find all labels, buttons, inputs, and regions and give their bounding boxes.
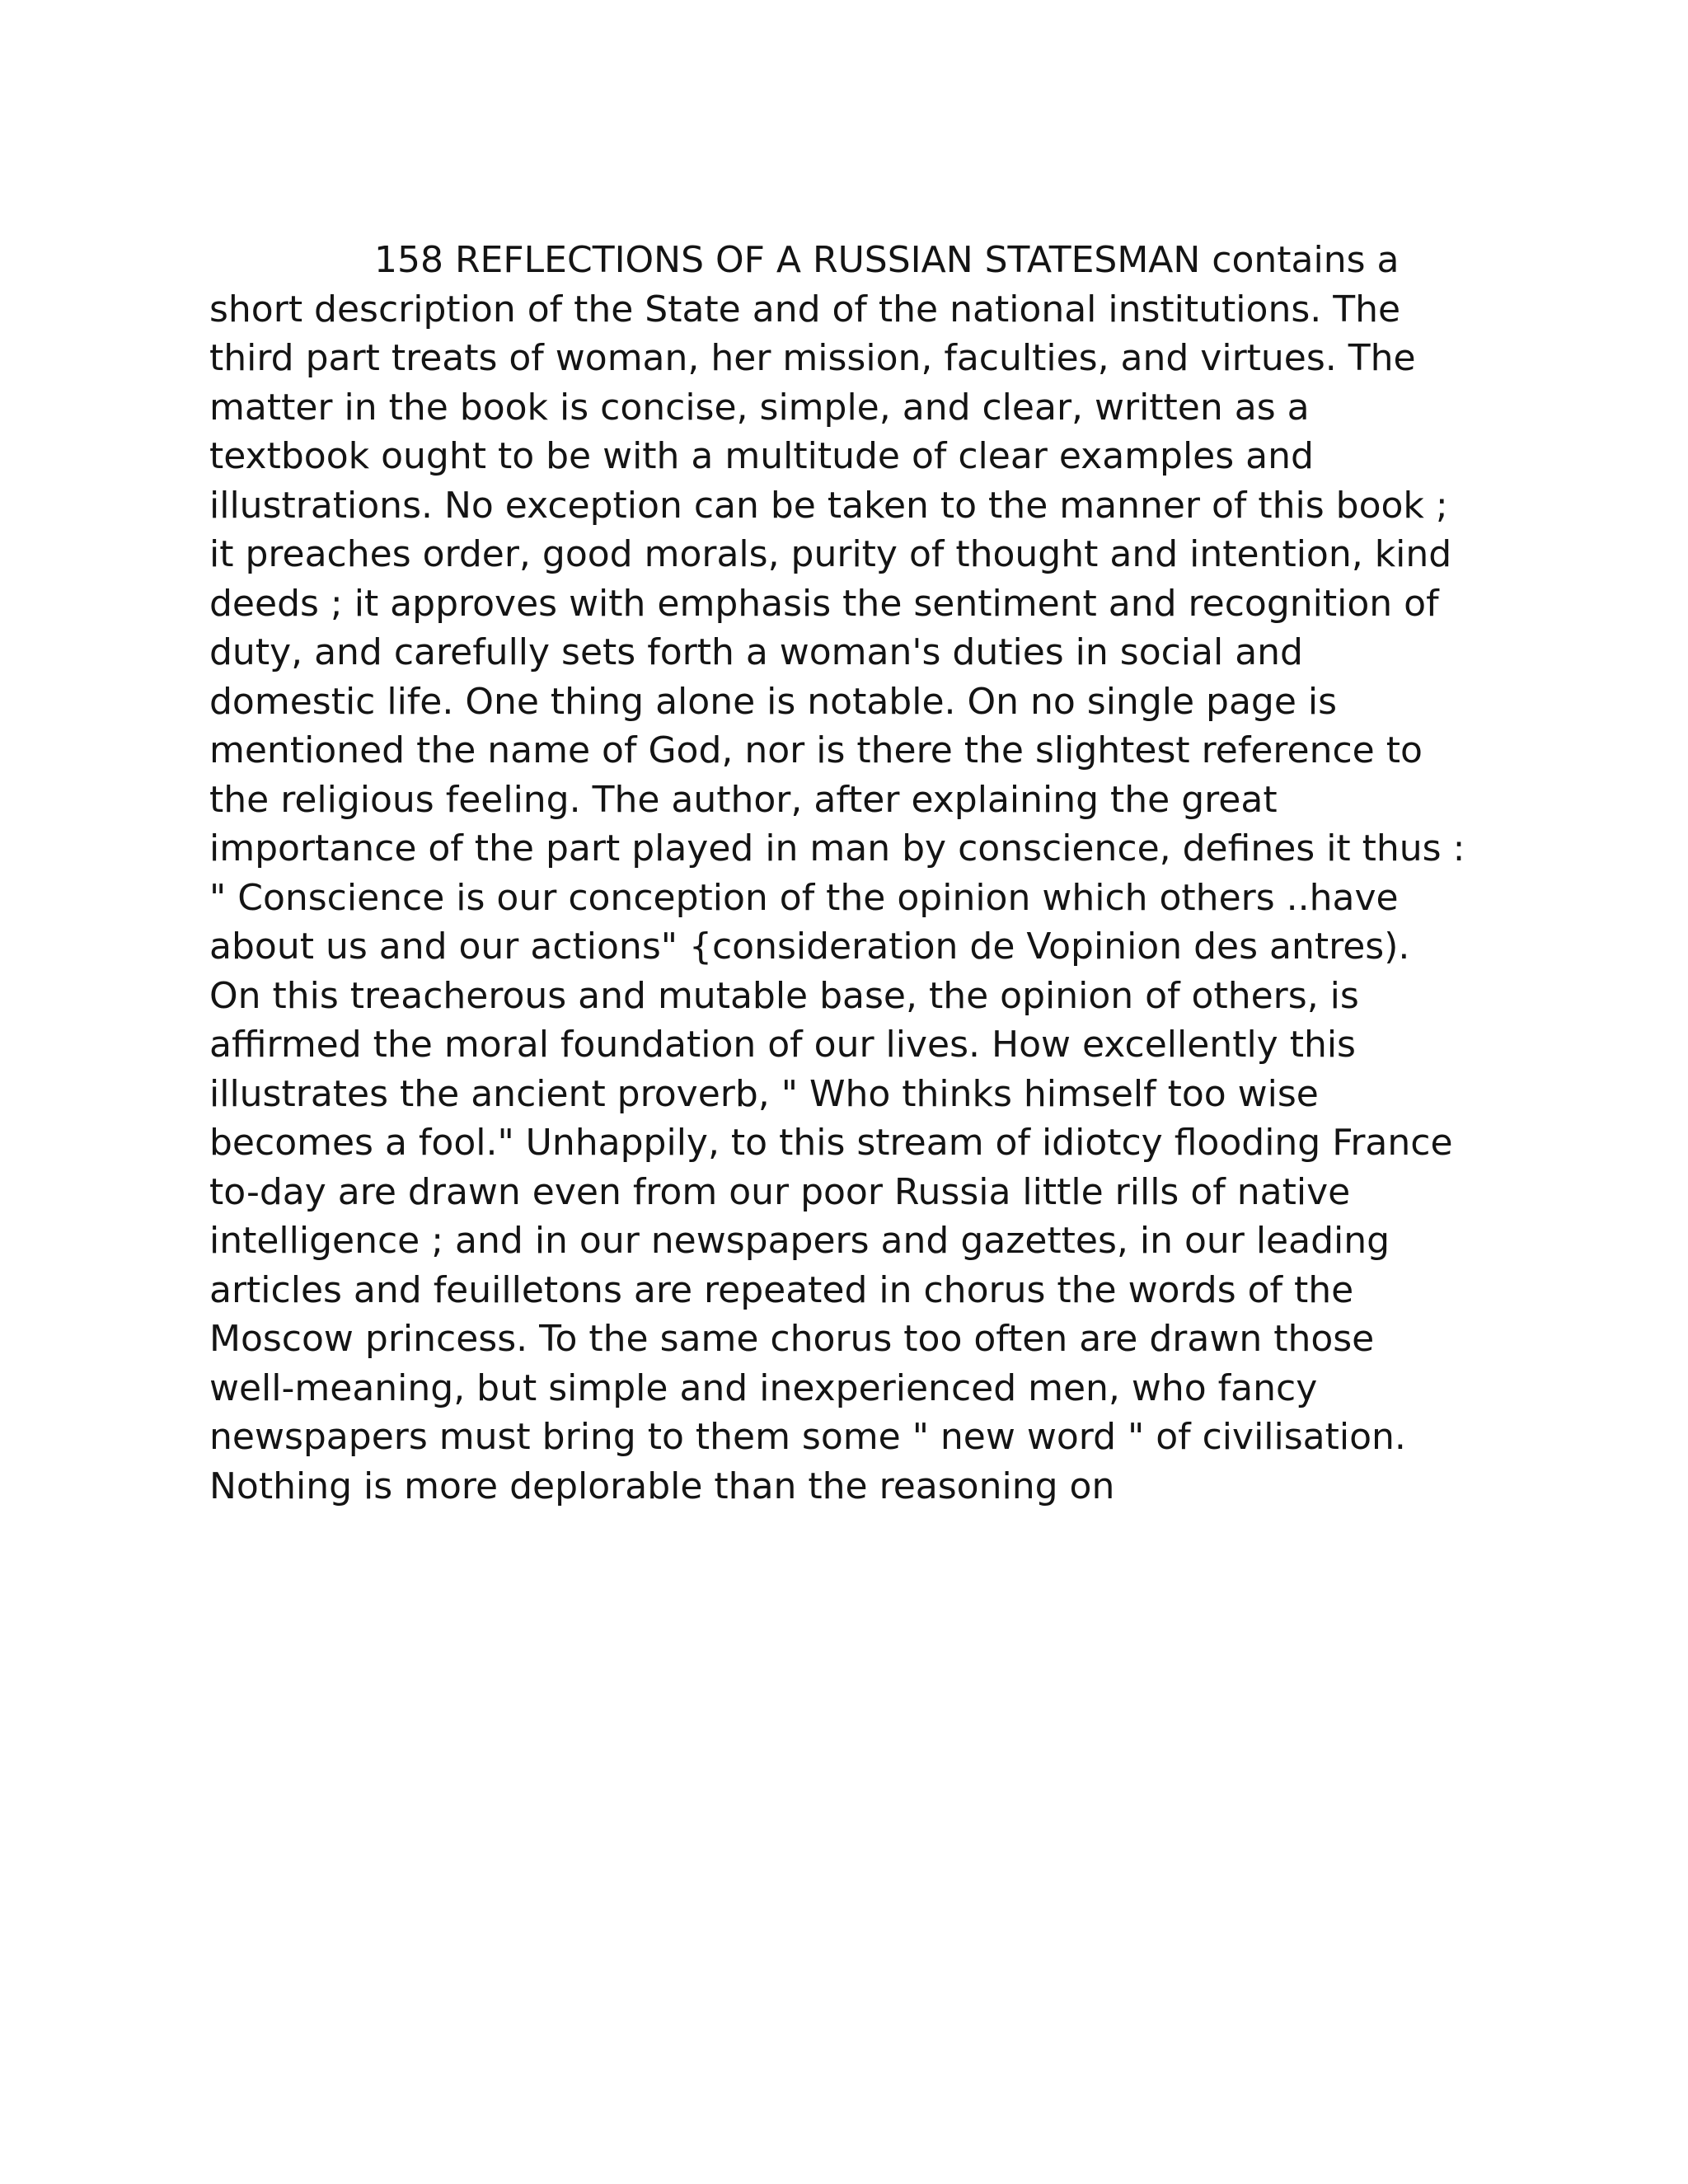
text-line: newspapers must bring to them some " new word " of civilisation. xyxy=(209,1416,1406,1458)
text-line: it preaches order, good morals, purity of thought and intention, kind xyxy=(209,533,1452,575)
text-line: matter in the book is concise, simple, and clear, written as a xyxy=(209,386,1310,429)
text-line: On this treacherous and mutable base, the opinion of others, is xyxy=(209,974,1359,1017)
text-line: short description of the State and of the national institutions. The xyxy=(209,288,1401,330)
text-line: " Conscience is our conception of the opinion which others ..have xyxy=(209,876,1399,919)
text-line: deeds ; it approves with emphasis the sentiment and recognition of xyxy=(209,582,1439,625)
text-line: duty, and carefully sets forth a woman's duties in social and xyxy=(209,631,1303,673)
text-line: illustrates the ancient proverb, " Who thinks himself too wise xyxy=(209,1072,1319,1115)
text-line: affirmed the moral foundation of our lives. How excellently this xyxy=(209,1024,1356,1066)
text-line: importance of the part played in man by conscience, defines it thus : xyxy=(209,827,1465,869)
text-line: illustrations. No exception can be taken to the manner of this book ; xyxy=(209,484,1448,527)
text-line: Moscow princess. To the same chorus too often are drawn those xyxy=(209,1318,1375,1360)
text-line: mentioned the name of God, nor is there the slightest reference to xyxy=(209,729,1423,771)
text-line: Nothing is more deplorable than the reasoning on xyxy=(209,1465,1115,1507)
text-line: textbook ought to be with a multitude of clear examples and xyxy=(209,435,1314,477)
text-line: to-day are drawn even from our poor Russia little rills of native xyxy=(209,1170,1351,1213)
text-line: intelligence ; and in our newspapers and gazettes, in our leading xyxy=(209,1220,1390,1262)
text-line: well-meaning, but simple and inexperienced men, who fancy xyxy=(209,1366,1318,1409)
text-line: articles and feuilletons are repeated in chorus the words of the xyxy=(209,1268,1354,1311)
text-line: 158 REFLECTIONS OF A RUSSIAN STATESMAN contains a xyxy=(374,239,1400,281)
text-line: becomes a fool." Unhappily, to this stream of idiotcy flooding France xyxy=(209,1122,1453,1164)
text-line: about us and our actions" {consideration de Vopinion des antres). xyxy=(209,926,1410,968)
text-line: the religious feeling. The author, after explaining the great xyxy=(209,778,1278,821)
text-line: domestic life. One thing alone is notable. On no single page is xyxy=(209,680,1338,723)
body-text xyxy=(209,236,1495,1511)
text-line: third part treats of woman, her mission, faculties, and virtues. The xyxy=(209,337,1416,379)
